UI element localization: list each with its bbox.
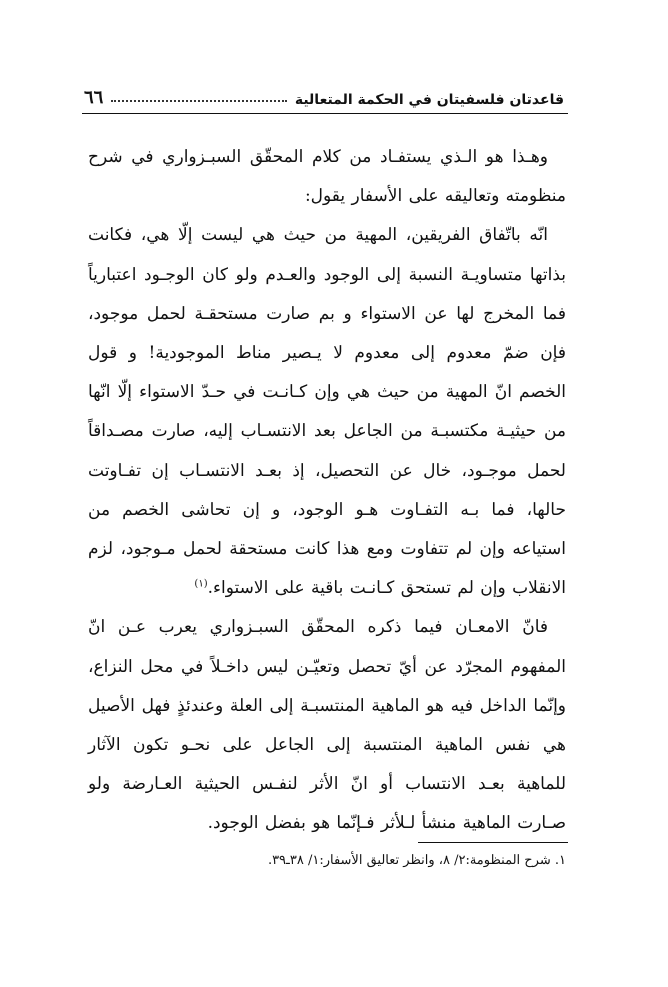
paragraph-2: [88, 216, 566, 608]
body-text: [88, 138, 566, 844]
paragraph-2-text: انّه باتّفاق الفريقين، المهية من حيث هي ليست إلّا هي، فكانت بذاتها متساويـة النسبة إلى الوجود والعـدم ولو كان الوجـود اعتبارياً فما المخرج لها عن الاستواء و بم صارت مستحقـة لحمل موجود، فإن ضمّ معدوم إلى معدوم لا يـصير مناط الموجودية! و قول الخصم انّ المهية من حيث هي وإن كـانـت في حـدّ الاستواء إلّا انّها من حيثيـة مكتسبـة من الجاعل بعد الانتسـاب إليه، صارت مصـداقاً لحمل موجـود، خال عن التحصيل، إذ بعـد الانتسـاب إن تفـاوتت حالها، فما بـه التفـاوت هـو الوجود، و إن تحاشى الخصم من استياعه وإن لم تتفاوت ومع هذا كانت مستحقة لحمل مـوجود، لزم الانقلاب وإن لم تستحق كـانـت باقية على الاستواء.: [88, 225, 566, 599]
running-header: [84, 80, 564, 108]
running-header-title: قاعدتان فلسفيتان في الحكمة المتعالية: [294, 92, 564, 108]
footnote-1: ١. شرح المنظومة:٢/ ٨، وانظر تعاليق الأسفار:١/ ٣٨ـ٣٩.: [267, 853, 566, 868]
page-number: ٦٦: [84, 87, 104, 108]
header-leader-dots: [111, 100, 287, 102]
paragraph-3: فانّ الامعـان فيما ذكره المحقّق السبـزواري يعرب عـن انّ المفهوم المجرّد عن أيّ تحصل وتعيّـن ليس داخـلاً في محل النزاع، وإنّما الداخل فيه هو الماهية المنتسبـة إلى العلة وعندئذٍ فهل الأصيل هي نفس الماهية المنتسبة إلى الجاعل على نحـو تكون الآثار للماهية بعـد الانتساب أو انّ الأثر لنفـس الحيثية العـارضة ولو صـارت الماهية منشأ لـلأثر فـإنّما هو بفضل الوجود.: [88, 617, 566, 834]
footnote-reference[interactable]: (١): [194, 578, 208, 590]
paragraph-1: وهـذا هو الـذي يستفـاد من كلام المحقّق السبـزواري في شرح منظومته وتعاليقه على الأسفار يقول:: [88, 147, 566, 207]
header-rule: [82, 113, 568, 114]
footnote-rule: [418, 842, 568, 843]
